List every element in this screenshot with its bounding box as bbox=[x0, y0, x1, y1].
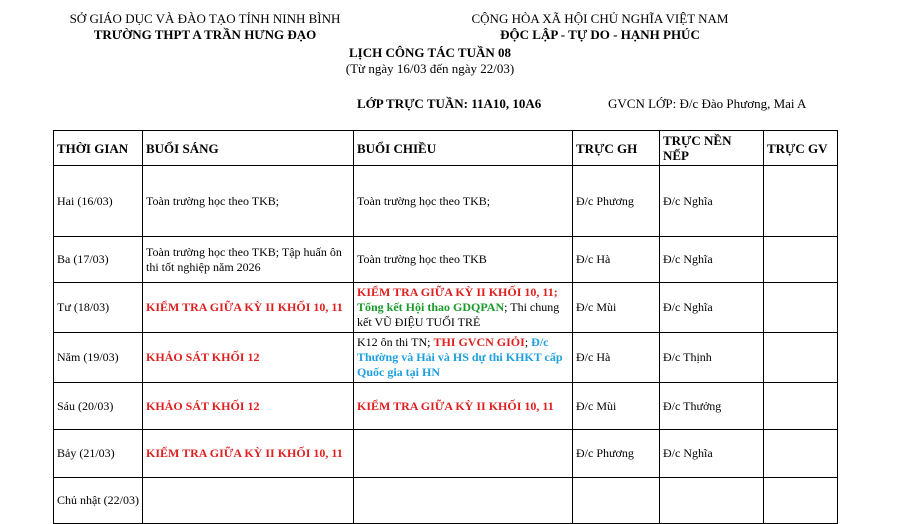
cell-gh: Đ/c Phương bbox=[573, 430, 660, 478]
cell-nn bbox=[660, 478, 764, 524]
cell-time: Chủ nhật (22/03) bbox=[54, 478, 143, 524]
department-name: SỞ GIÁO DỤC VÀ ĐÀO TẠO TỈNH NINH BÌNH bbox=[69, 11, 341, 26]
table-row bbox=[54, 166, 838, 237]
table-header-row bbox=[54, 131, 838, 166]
cell-afternoon: KIỂM TRA GIỮA KỲ II KHỐI 10, 11 bbox=[354, 383, 573, 430]
cell-gh: Đ/c Mùi bbox=[573, 283, 660, 333]
schedule-table bbox=[53, 130, 838, 524]
title-block bbox=[300, 45, 560, 77]
cell-time: Hai (16/03) bbox=[54, 166, 143, 237]
table-row bbox=[54, 283, 838, 333]
cell-gh: Đ/c Hà bbox=[573, 237, 660, 283]
country-name: CỘNG HÒA XÃ HỘI CHỦ NGHĨA VIỆT NAM bbox=[471, 11, 729, 26]
cell-nn: Đ/c Nghĩa bbox=[660, 166, 764, 237]
col-header-gv: TRỰC GV bbox=[764, 131, 838, 166]
cell-nn: Đ/c Nghĩa bbox=[660, 237, 764, 283]
homeroom-teacher: GVCN LỚP: Đ/c Đào Phương, Mai A bbox=[608, 96, 807, 111]
header-right bbox=[455, 11, 745, 43]
afternoon-exam-text: KIỂM TRA GIỮA KỲ II KHỐI 10, 11; bbox=[357, 285, 558, 299]
cell-gh: Đ/c Hà bbox=[573, 333, 660, 383]
col-header-morning: BUỔI SÁNG bbox=[143, 131, 354, 166]
afternoon-science-text: Đ/c Thường và Hải và HS dự thi KHKT cấp Quốc gia tại HN bbox=[357, 335, 563, 379]
cell-afternoon bbox=[354, 333, 573, 383]
cell-time: Tư (18/03) bbox=[54, 283, 143, 333]
cell-gv bbox=[764, 430, 838, 478]
cell-afternoon bbox=[354, 478, 573, 524]
cell-time: Sáu (20/03) bbox=[54, 383, 143, 430]
cell-afternoon bbox=[354, 430, 573, 478]
cell-gh bbox=[573, 478, 660, 524]
cell-gv bbox=[764, 383, 838, 430]
date-range: (Từ ngày 16/03 đến ngày 22/03) bbox=[345, 61, 515, 76]
cell-morning: KHẢO SÁT KHỐI 12 bbox=[143, 383, 354, 430]
col-header-gh: TRỰC GH bbox=[573, 131, 660, 166]
cell-nn: Đ/c Thưởng bbox=[660, 383, 764, 430]
cell-gv bbox=[764, 333, 838, 383]
cell-gv bbox=[764, 478, 838, 524]
afternoon-separator: ; bbox=[524, 335, 532, 349]
cell-gv bbox=[764, 283, 838, 333]
cell-afternoon: Toàn trường học theo TKB; bbox=[354, 166, 573, 237]
afternoon-sports-text: Tổng kết Hội thao GDQPAN bbox=[357, 300, 505, 314]
cell-morning: Toàn trường học theo TKB; Tập huấn ôn thi tốt nghiệp năm 2026 bbox=[143, 237, 354, 283]
cell-morning: Toàn trường học theo TKB; bbox=[143, 166, 354, 237]
cell-morning: KIỂM TRA GIỮA KỲ II KHỐI 10, 11 bbox=[143, 430, 354, 478]
class-on-duty: LỚP TRỰC TUẦN: 11A10, 10A6 bbox=[357, 96, 542, 111]
cell-morning: KHẢO SÁT KHỐI 12 bbox=[143, 333, 354, 383]
cell-nn: Đ/c Nghĩa bbox=[660, 430, 764, 478]
cell-gv bbox=[764, 166, 838, 237]
cell-time: Bảy (21/03) bbox=[54, 430, 143, 478]
col-header-afternoon: BUỔI CHIỀU bbox=[354, 131, 573, 166]
cell-time: Ba (17/03) bbox=[54, 237, 143, 283]
table-row bbox=[54, 430, 838, 478]
motto: ĐỘC LẬP - TỰ DO - HẠNH PHÚC bbox=[500, 27, 700, 42]
cell-afternoon: Toàn trường học theo TKB bbox=[354, 237, 573, 283]
school-name: TRƯỜNG THPT A TRẦN HƯNG ĐẠO bbox=[93, 27, 317, 42]
afternoon-contest-text: THI GVCN GIỎI bbox=[433, 335, 525, 349]
table-row bbox=[54, 383, 838, 430]
header-left bbox=[60, 11, 350, 43]
cell-nn: Đ/c Thịnh bbox=[660, 333, 764, 383]
afternoon-review-text: K12 ôn thi TN; bbox=[357, 335, 434, 349]
col-header-time: THỜI GIAN bbox=[54, 131, 143, 166]
col-header-nn: TRỰC NỀN NẾP bbox=[660, 131, 764, 166]
cell-morning bbox=[143, 478, 354, 524]
cell-gh: Đ/c Mùi bbox=[573, 383, 660, 430]
table-row bbox=[54, 237, 838, 283]
cell-gh: Đ/c Phương bbox=[573, 166, 660, 237]
cell-nn: Đ/c Nghĩa bbox=[660, 283, 764, 333]
table-row bbox=[54, 333, 838, 383]
afternoon-dance-text: ; Thi chung kết VŨ ĐIỆU TUỔI TRẺ bbox=[357, 300, 560, 329]
cell-time: Năm (19/03) bbox=[54, 333, 143, 383]
cell-afternoon bbox=[354, 283, 573, 333]
table-row bbox=[54, 478, 838, 524]
cell-morning: KIỂM TRA GIỮA KỲ II KHỐI 10, 11 bbox=[143, 283, 354, 333]
cell-gv bbox=[764, 237, 838, 283]
page-title: LỊCH CÔNG TÁC TUẦN 08 bbox=[348, 45, 512, 60]
